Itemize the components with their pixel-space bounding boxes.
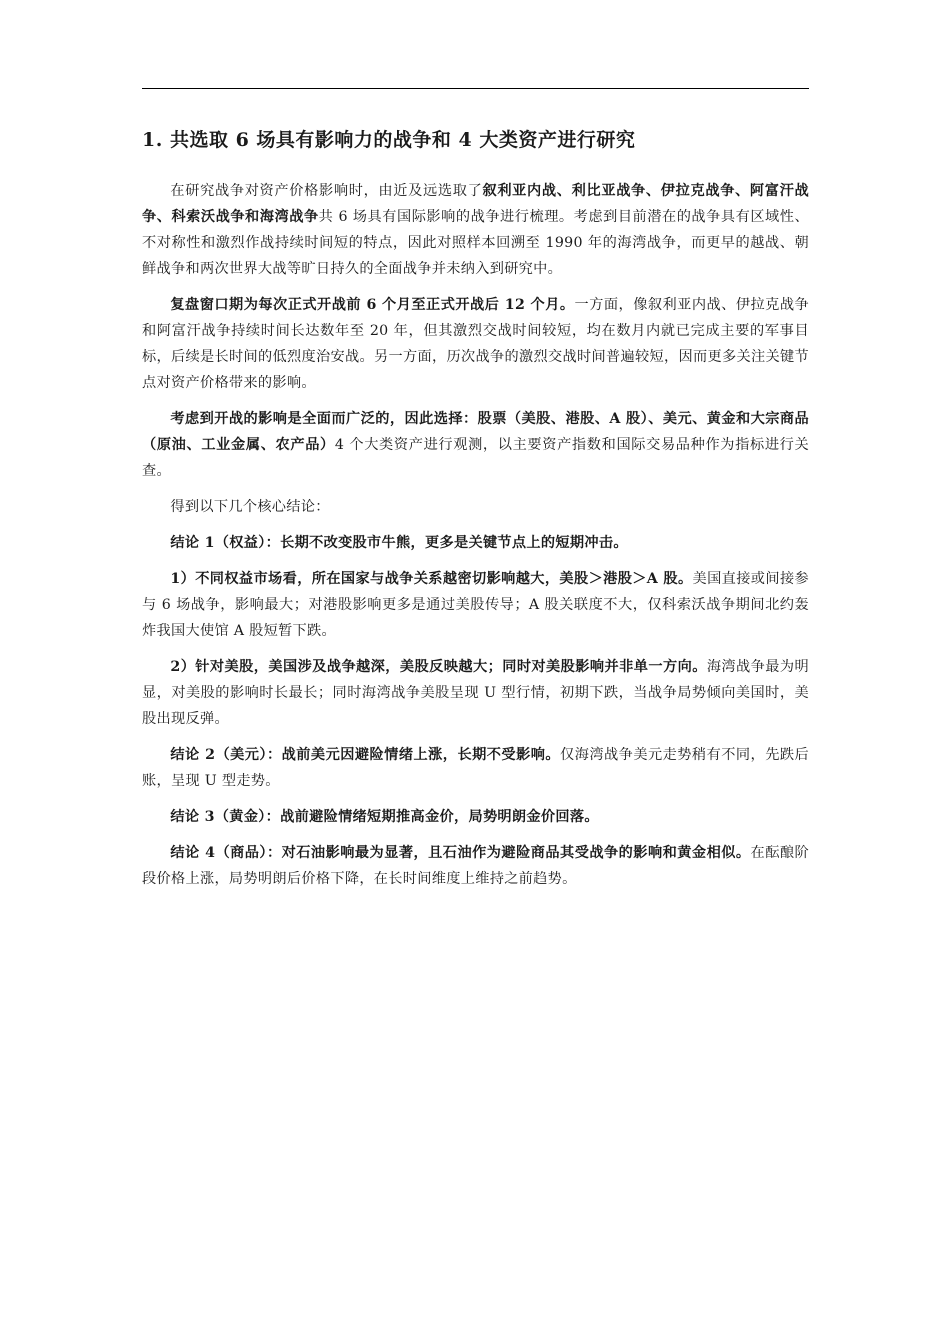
conclusion-1-point-2-bold: 2）针对美股，美国涉及战争越深，美股反映越大；同时对美股影响并非单一方向。: [170, 659, 707, 675]
paragraph-intro-lead: 在研究战争对资产价格影响时，由近及远选取了: [170, 183, 483, 199]
conclusion-4-rest: 在酝酿阶段价格上涨，局势明朗后价格下降，在长时间维度上维持之前趋势。: [142, 845, 809, 887]
conclusion-1-point-2: [142, 654, 809, 732]
document-body: [142, 124, 809, 902]
paragraph-conclusions-intro-text: 得到以下几个核心结论：: [170, 499, 330, 515]
paragraph-window-bold: 复盘窗口期为每次正式开战前 6 个月至正式开战后 12 个月。: [170, 297, 575, 313]
conclusion-1: [142, 530, 809, 556]
conclusion-3: [142, 804, 809, 830]
paragraph-intro: [142, 178, 809, 282]
conclusion-2-rest: 仅海湾战争美元走势稍有不同，先跌后账，呈现 U 型走势。: [142, 747, 809, 789]
conclusion-2-bold: 结论 2（美元）：战前美元因避险情绪上涨，长期不受影响。: [170, 747, 561, 763]
conclusion-4: [142, 840, 809, 892]
conclusion-1-point-1-rest: 美国直接或间接参与 6 场战争，影响最大；对港股影响更多是通过美股传导；A 股关联度不大，仅科索沃战争期间北约轰炸我国大使馆 A 股短暂下跌。: [142, 571, 809, 639]
paragraph-window-rest: 一方面，像叙利亚内战、伊拉克战争和阿富汗战争持续时间长达数年至 20 年，但其激烈交战时间较短，均在数月内就已完成主要的军事目标，后续是长时间的低烈度治安战。另一方面，历次战争的激烈交战时间普遍较短，因而更多关注关键节点对资产价格带来的影响。: [142, 297, 809, 391]
conclusion-4-bold: 结论 4（商品）：对石油影响最为显著，且石油作为避险商品其受战争的影响和黄金相似。: [170, 845, 751, 861]
paragraph-conclusions-intro: [142, 494, 809, 520]
paragraph-window: [142, 292, 809, 396]
conclusion-1-point-2-rest: 海湾战争最为明显，对美股的影响时长最长；同时海湾战争美股呈现 U 型行情，初期下跌，当战争局势倾向美国时，美股出现反弹。: [142, 659, 809, 727]
conclusion-3-bold: 结论 3（黄金）：战前避险情绪短期推高金价，局势明朗金价回落。: [170, 809, 599, 825]
header-rule: [142, 88, 809, 89]
paragraph-assets-rest: 4 个大类资产进行观测，以主要资产指数和国际交易品种作为指标进行关查。: [142, 437, 809, 479]
paragraph-assets-bold: 考虑到开战的影响是全面而广泛的，因此选择：股票（美股、港股、A 股）、美元、黄金和大宗商品（原油、工业金属、农产品）: [142, 411, 809, 453]
conclusion-1-bold: 结论 1（权益）：长期不改变股市牛熊，更多是关键节点上的短期冲击。: [170, 535, 628, 551]
conclusion-1-point-1-bold: 1）不同权益市场看，所在国家与战争关系越密切影响越大，美股＞港股＞A 股。: [170, 571, 693, 587]
conclusion-2: [142, 742, 809, 794]
paragraph-intro-wars: 叙利亚内战、利比亚战争、伊拉克战争、阿富汗战争、科索沃战争和海湾战争: [142, 183, 809, 225]
paragraph-assets: [142, 406, 809, 484]
paragraph-intro-rest: 共 6 场具有国际影响的战争进行梳理。考虑到目前潜在的战争具有区域性、不对称性和激烈作战持续时间短的特点，因此对照样本回溯至 1990 年的海湾战争，而更早的越战、朝鲜战争和两次世界大战等旷日持久的全面战争并未纳入到研究中。: [142, 209, 809, 277]
conclusion-1-point-1: [142, 566, 809, 644]
section-heading: 1. 共选取 6 场具有影响力的战争和 4 大类资产进行研究: [142, 129, 636, 151]
